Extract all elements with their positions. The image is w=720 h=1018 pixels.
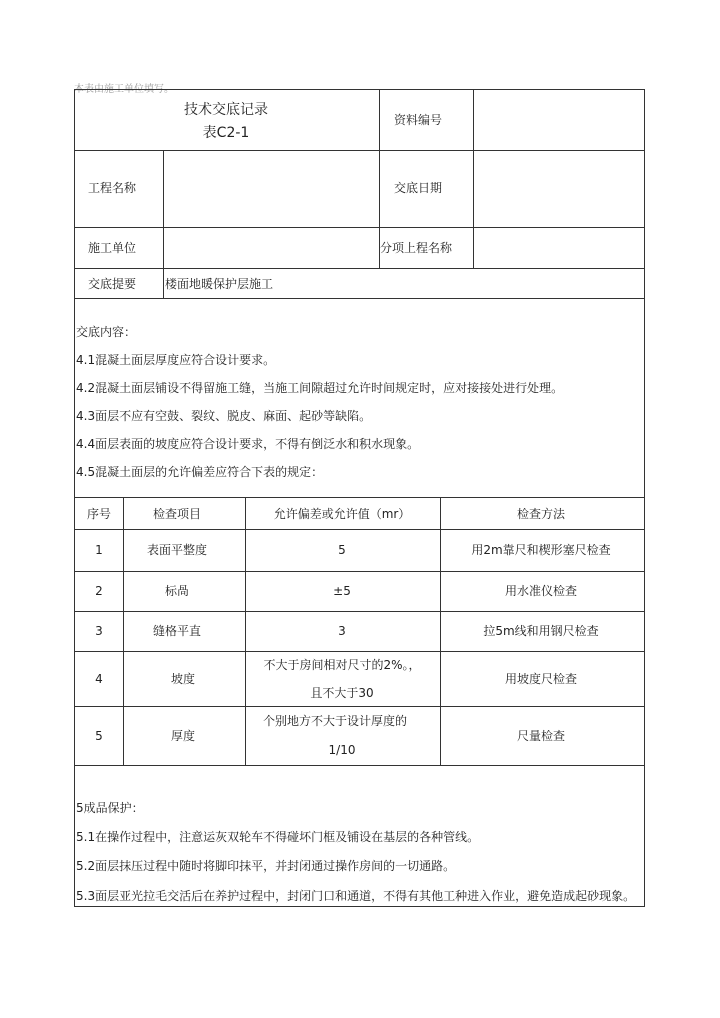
table-cell-value: 3 xyxy=(338,624,346,638)
table-cell-method: 用2m靠尺和楔形塞尺检查 xyxy=(471,543,611,557)
table-row: 1 xyxy=(95,543,103,557)
table-cell-value: 不大于房间相对尺寸的2%。， xyxy=(263,658,421,672)
table-cell-item: 标咼 xyxy=(164,584,190,598)
table-cell-value: ±5 xyxy=(333,584,351,598)
content-item: 4.4面层表面的坡度应符合设计要求，不得有倒泛水和积水现象。 xyxy=(76,437,420,451)
table-cell-method: 尺量检查 xyxy=(516,729,566,743)
table-cell-value: 5 xyxy=(338,543,346,557)
table-header-method: 检查方法 xyxy=(516,507,566,521)
table-cell-item: 表面平整度 xyxy=(146,543,208,557)
table-cell-value-line2: 且不大于30 xyxy=(310,686,374,700)
table-cell-method: 拉5m线和用钢尺检查 xyxy=(483,624,599,638)
table-header-value: 允许偏差或允许值（mr） xyxy=(273,507,411,521)
project-name-label: 工程名称 xyxy=(88,181,137,195)
summary-value: 楼面地暖保护层施工 xyxy=(165,277,274,291)
protection-heading: 5成品保护： xyxy=(76,801,144,815)
fill-in-note: 本表由施工单位填写。 xyxy=(74,84,174,95)
table-cell-item: 缝格平直 xyxy=(152,624,202,638)
construction-unit-label: 施工单位 xyxy=(88,241,137,255)
content-item: 4.5混凝土面层的允许偏差应符合下表的规定： xyxy=(76,465,324,479)
table-cell-method: 用水准仪检查 xyxy=(504,584,578,598)
protection-item: 5.2面层抹压过程中随时将脚印抹平，并封闭通过操作房间的一切通路。 xyxy=(76,859,456,873)
summary-label: 交底提要 xyxy=(88,277,137,291)
content-item: 4.1混凝土面层厚度应符合设计要求。 xyxy=(76,353,276,367)
table-row: 2 xyxy=(95,584,103,598)
subproject-name-label: 分项上程名称 xyxy=(380,241,453,255)
table-row: 4 xyxy=(95,672,103,686)
table-cell-item: 坡度 xyxy=(170,672,196,686)
content-item: 4.3面层不应有空鼓、裂纹、脱皮、麻面、起砂等缺陷。 xyxy=(76,409,372,423)
table-cell-method: 用坡度尺检查 xyxy=(504,672,578,686)
table-cell-value-line2: 1/10 xyxy=(328,743,356,757)
table-cell-item: 厚度 xyxy=(170,729,196,743)
protection-item: 5.1在操作过程中，注意运灰双轮车不得碰坏门框及铺设在基层的各种管线。 xyxy=(76,830,480,844)
form-number: 表C2-1 xyxy=(202,125,250,141)
protection-item: 5.3面层亚光拉毛交活后在养护过程中，封闭门口和通道，不得有其他工种进入作业，避免造成起砂现象。 xyxy=(76,889,636,903)
table-header-item: 检查项目 xyxy=(152,507,202,521)
table-header-no: 序号 xyxy=(86,507,112,521)
handover-date-label: 交底日期 xyxy=(394,181,443,195)
table-cell-value: 个别地方不大于设计厚度的 xyxy=(262,714,408,728)
table-row: 3 xyxy=(95,624,103,638)
content-item: 4.2混凝土面层铺设不得留施工缝，当施工间隙超过允许时间规定时，应对接接处进行处理。 xyxy=(76,381,564,395)
content-heading: 交底内容： xyxy=(76,325,137,339)
doc-no-label: 资料编号 xyxy=(394,113,443,127)
form-title: 技术交底记录 xyxy=(184,102,268,118)
table-row: 5 xyxy=(95,729,103,743)
